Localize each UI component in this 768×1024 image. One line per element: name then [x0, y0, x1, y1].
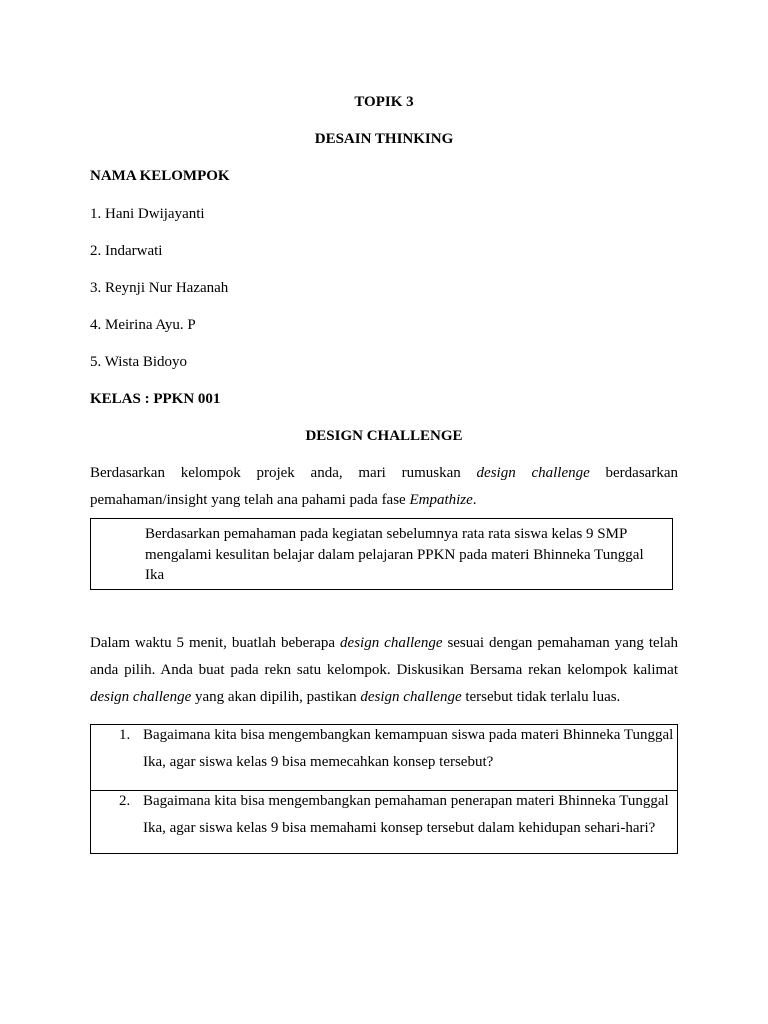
group-member: 2. Indarwati	[90, 243, 163, 259]
group-member: 1. Hani Dwijayanti	[90, 206, 205, 222]
question-text: Ika, agar siswa kelas 9 bisa memahami konsep tersebut dalam kehidupan sehari-hari?	[143, 820, 656, 836]
insight-line: mengalami kesulitan belajar dalam pelajaran PPKN pada materi Bhinneka Tunggal	[145, 547, 644, 563]
question-number: 1.	[119, 727, 131, 743]
challenge-heading: DESIGN CHALLENGE	[305, 428, 463, 444]
question-text: Bagaimana kita bisa mengembangkan kemampuan siswa pada materi Bhinneka Tunggal	[143, 727, 674, 743]
insight-line: Berdasarkan pemahaman pada kegiatan sebelumnya rata rata siswa kelas 9 SMP	[145, 526, 628, 542]
insight-line: Ika	[145, 567, 165, 583]
intro-paragraph-line-2: pemahaman/insight yang telah ana pahami pada fase Empathize.	[90, 492, 477, 508]
document-title: DESAIN THINKING	[314, 131, 454, 147]
group-member: 4. Meirina Ayu. P	[90, 317, 196, 333]
topic-number: TOPIK 3	[354, 94, 414, 110]
table-divider	[91, 790, 677, 791]
instruction-line-1: Dalam waktu 5 menit, buatlah beberapa design challenge sesuai dengan pemahaman yang telah	[90, 635, 678, 651]
question-text: Bagaimana kita bisa mengembangkan pemahaman penerapan materi Bhinneka Tunggal	[143, 793, 669, 809]
class-label: KELAS : PPKN 001	[90, 391, 221, 407]
intro-paragraph-line-1: Berdasarkan kelompok projek anda, mari rumuskan design challenge berdasarkan	[90, 465, 678, 481]
group-heading: NAMA KELOMPOK	[90, 168, 230, 184]
insight-box	[90, 518, 673, 590]
question-text: Ika, agar siswa kelas 9 bisa memecahkan konsep tersebut?	[143, 754, 494, 770]
group-member: 3. Reynji Nur Hazanah	[90, 280, 229, 296]
instruction-line-3: design challenge yang akan dipilih, pastikan design challenge tersebut tidak terlalu luas.	[90, 689, 621, 705]
group-member: 5. Wista Bidoyo	[90, 354, 188, 370]
question-number: 2.	[119, 793, 131, 809]
instruction-line-2: anda pilih. Anda buat pada rekn satu kelompok. Diskusikan Bersama rekan kelompok kalimat	[90, 662, 678, 678]
design-challenge-table	[90, 724, 678, 854]
